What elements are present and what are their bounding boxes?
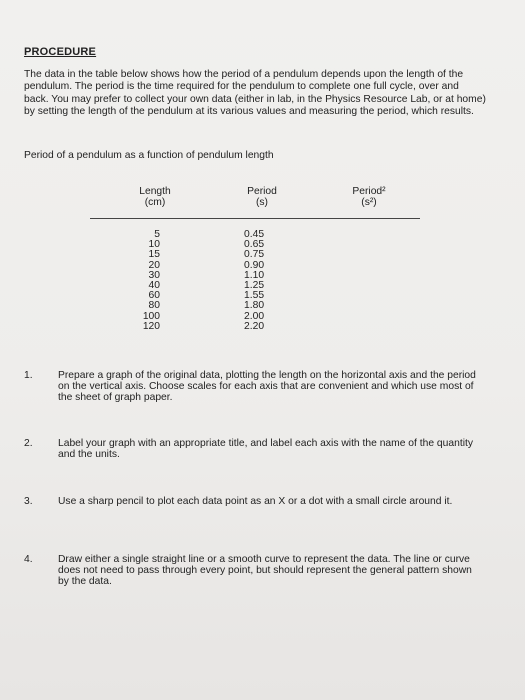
- step-text: Prepare a graph of the original data, plotting the length on the horizontal axis and the period on the vertical axis. Choose scales for each axis that are convenient and which use most of the sheet of graph paper.: [58, 370, 476, 403]
- table-header-rule: [90, 218, 420, 219]
- header-period-squared-unit: (s²): [361, 197, 377, 208]
- period-cell: 0.90: [244, 259, 265, 271]
- length-cell: 15: [148, 249, 160, 261]
- intro-paragraph: The data in the table below shows how the period of a pendulum depends upon the length of the pendulum. The period is the time required for the pendulum to complete one full cycle, over and back. You may prefer to collect your own data (either in lab, in the Physics Resource Lab, or at home) by setting the length of the pendulum at its various values and measuring the period, which results.: [24, 69, 486, 118]
- header-length-name: Length: [139, 186, 171, 197]
- header-period-name: Period: [247, 186, 277, 197]
- step-number: 3.: [24, 496, 33, 507]
- period-cell: 1.25: [244, 279, 265, 291]
- header-period-unit: (s): [255, 197, 268, 208]
- header-length: [133, 186, 177, 208]
- header-period-squared-name: Period²: [352, 186, 386, 197]
- period-cell: 1.10: [244, 269, 265, 281]
- length-cell: 30: [148, 269, 160, 281]
- header-period: [240, 186, 284, 208]
- header-length-unit: (cm): [144, 197, 166, 208]
- length-cell: 120: [142, 320, 160, 332]
- period-cell: 2.20: [244, 320, 265, 332]
- section-heading: PROCEDURE: [24, 46, 97, 58]
- period-cell: 0.75: [244, 249, 265, 261]
- step-text: Use a sharp pencil to plot each data point as an X or a dot with a small circle around it.: [58, 496, 453, 507]
- header-period-squared: [344, 186, 394, 208]
- period-cell: 0.45: [244, 229, 265, 240]
- period-cell: 1.80: [244, 300, 265, 312]
- step-number: 4.: [24, 554, 33, 565]
- period-cell: 2.00: [244, 310, 265, 322]
- period-column: [244, 230, 274, 332]
- step-text: Draw either a single straight line or a smooth curve to represent the data. The line or curve does not need to pass through every point, but should represent the general pattern shown by the data.: [58, 554, 472, 587]
- length-column: [130, 230, 160, 332]
- length-cell: 5: [154, 229, 160, 240]
- step-text: Label your graph with an appropriate title, and label each axis with the name of the quantity and the units.: [58, 438, 473, 460]
- step-number: 2.: [24, 438, 33, 449]
- length-cell: 20: [148, 259, 160, 271]
- length-cell: 40: [148, 279, 160, 291]
- table-caption: Period of a pendulum as a function of pendulum length: [24, 150, 274, 161]
- period-cell: 0.65: [244, 239, 265, 251]
- length-cell: 80: [148, 300, 160, 312]
- step-number: 1.: [24, 370, 33, 381]
- period-cell: 1.55: [244, 290, 265, 302]
- length-cell: 60: [148, 290, 160, 302]
- length-cell: 100: [142, 310, 160, 322]
- length-cell: 10: [148, 239, 160, 251]
